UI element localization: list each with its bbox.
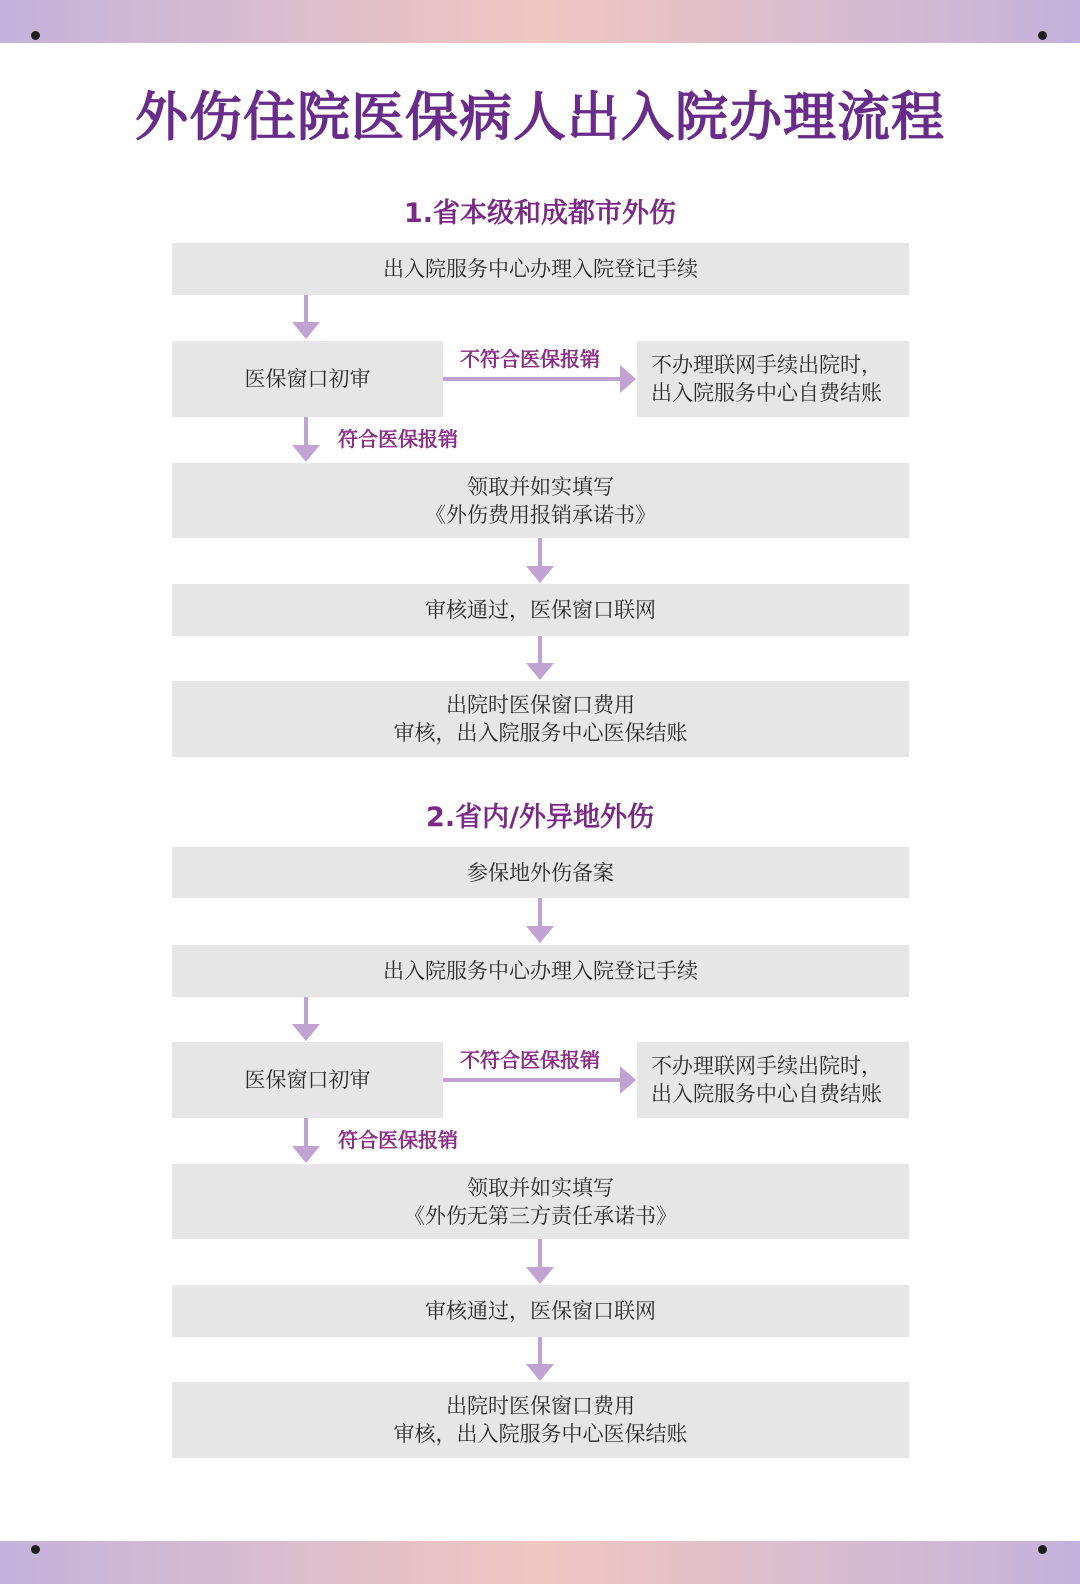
s2-fill-line2: 《外伤无第三方责任承诺书》 bbox=[404, 1203, 677, 1228]
s1-review-step bbox=[172, 341, 443, 417]
s2-discharge-line2: 审核，出入院服务中心医保结账 bbox=[393, 1422, 688, 1446]
s2-reject-outcome bbox=[637, 1042, 909, 1118]
s1-discharge-line1: 出院时医保窗口费用 bbox=[446, 693, 635, 717]
s2-discharge-line1: 出院时医保窗口费用 bbox=[446, 1394, 635, 1418]
s2-register-step bbox=[172, 945, 909, 997]
arrow-s2-review-to-fill bbox=[292, 1118, 320, 1163]
arrow-s1-review-to-fill bbox=[292, 417, 320, 462]
s1-approved-step bbox=[172, 584, 909, 636]
s1-register-step bbox=[172, 243, 909, 295]
arrow-s2-filing-to-register bbox=[526, 898, 554, 943]
s1-discharge-line2: 审核，出入院服务中心医保结账 bbox=[393, 721, 688, 745]
s2-filing-text: 参保地外伤备案 bbox=[467, 860, 614, 885]
s1-accept-label: 符合医保报销 bbox=[338, 427, 458, 451]
s2-reject-line1: 不办理联网手续出院时， bbox=[651, 1054, 882, 1078]
s2-accept-label: 符合医保报销 bbox=[338, 1128, 458, 1152]
s2-filing-step bbox=[172, 847, 909, 898]
s2-reject-line2: 出入院服务中心自费结账 bbox=[651, 1082, 882, 1106]
arrow-s1-fill-to-approved bbox=[526, 538, 554, 583]
arrow-s1-approved-to-discharge bbox=[526, 636, 554, 680]
section-1-heading: 1.省本级和成都市外伤 bbox=[403, 198, 677, 229]
s1-reject-line1: 不办理联网手续出院时， bbox=[651, 353, 882, 377]
s2-approved-text: 审核通过，医保窗口联网 bbox=[425, 1299, 656, 1323]
s2-reject-label: 不符合医保报销 bbox=[460, 1048, 600, 1072]
s1-reject-label: 不符合医保报销 bbox=[460, 347, 600, 371]
s1-fill-line2: 《外伤费用报销承诺书》 bbox=[425, 502, 656, 527]
s2-approved-step bbox=[172, 1285, 909, 1337]
arrow-s2-register-to-review bbox=[292, 997, 320, 1041]
arrow-s1-register-to-review bbox=[292, 295, 320, 339]
s1-reject-line2: 出入院服务中心自费结账 bbox=[651, 381, 882, 405]
s1-register-text: 出入院服务中心办理入院登记手续 bbox=[383, 257, 698, 281]
poster-title: 外伤住院医保病人出入院办理流程 bbox=[135, 87, 945, 148]
s1-fill-step bbox=[172, 463, 909, 538]
s1-fill-line1: 领取并如实填写 bbox=[467, 474, 614, 499]
section-2-heading: 2.省内/外异地外伤 bbox=[426, 802, 654, 833]
s2-discharge-step bbox=[172, 1382, 909, 1458]
arrow-s2-fill-to-approved bbox=[526, 1239, 554, 1284]
s2-fill-step bbox=[172, 1164, 909, 1239]
s2-register-text: 出入院服务中心办理入院登记手续 bbox=[383, 959, 698, 983]
s1-reject-outcome bbox=[637, 341, 909, 417]
s1-review-text: 医保窗口初审 bbox=[244, 367, 371, 391]
s2-fill-line1: 领取并如实填写 bbox=[467, 1175, 614, 1200]
s2-review-step bbox=[172, 1042, 443, 1118]
s2-review-text: 医保窗口初审 bbox=[244, 1068, 371, 1092]
arrow-s2-approved-to-discharge bbox=[526, 1337, 554, 1381]
s1-approved-text: 审核通过，医保窗口联网 bbox=[425, 598, 656, 622]
s1-discharge-step bbox=[172, 681, 909, 757]
